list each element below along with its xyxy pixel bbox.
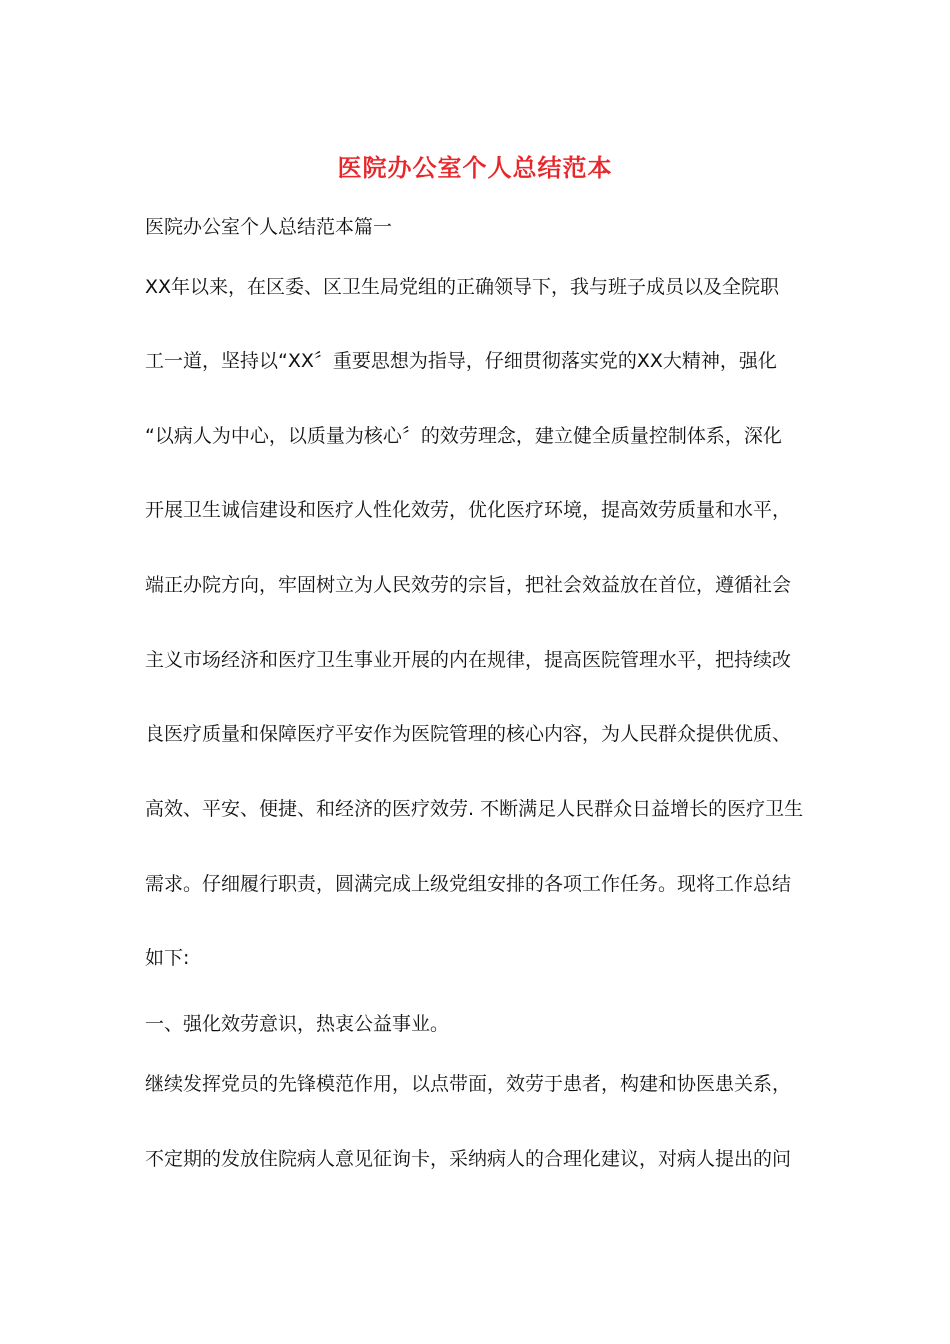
section-heading: 一、强化效劳意识，热衷公益事业。 bbox=[145, 1013, 450, 1035]
paragraph-line: 开展卫生诚信建设和医疗人性化效劳，优化医疗环境，提高效劳质量和水平， bbox=[145, 499, 792, 521]
paragraph-line: 高效、平安、便捷、和经济的医疗效劳. 不断满足人民群众日益增长的医疗卫生 bbox=[145, 798, 804, 820]
paragraph-line: “以病人为中心，以质量为核心〞的效劳理念，建立健全质量控制体系，深化 bbox=[145, 425, 782, 447]
paragraph-line: 端正办院方向，牢固树立为人民效劳的宗旨，把社会效益放在首位，遵循社会 bbox=[145, 574, 792, 596]
paragraph-line: 良医疗质量和保障医疗平安作为医院管理的核心内容，为人民群众提供优质、 bbox=[145, 723, 792, 745]
paragraph-line: 需求。仔细履行职责，圆满完成上级党组安排的各项工作任务。现将工作总结 bbox=[145, 873, 792, 895]
document-title: 医院办公室个人总结范本 bbox=[337, 153, 613, 182]
paragraph-line: 不定期的发放住院病人意见征询卡，采纳病人的合理化建议，对病人提出的问 bbox=[145, 1148, 792, 1170]
paragraph-line: XX年以来，在区委、区卫生局党组的正确领导下，我与班子成员以及全院职 bbox=[145, 276, 780, 298]
paragraph-line: 主义市场经济和医疗卫生事业开展的内在规律，提高医院管理水平，把持续改 bbox=[145, 649, 792, 671]
paragraph-line: 如下: bbox=[145, 947, 190, 969]
paragraph-line: 工一道，坚持以“XX〞重要思想为指导，仔细贯彻落实党的XX大精神，强化 bbox=[145, 350, 777, 372]
paragraph-line: 继续发挥党员的先锋模范作用，以点带面，效劳于患者，构建和协医患关系， bbox=[145, 1073, 792, 1095]
document-subtitle: 医院办公室个人总结范本篇一 bbox=[145, 216, 393, 238]
